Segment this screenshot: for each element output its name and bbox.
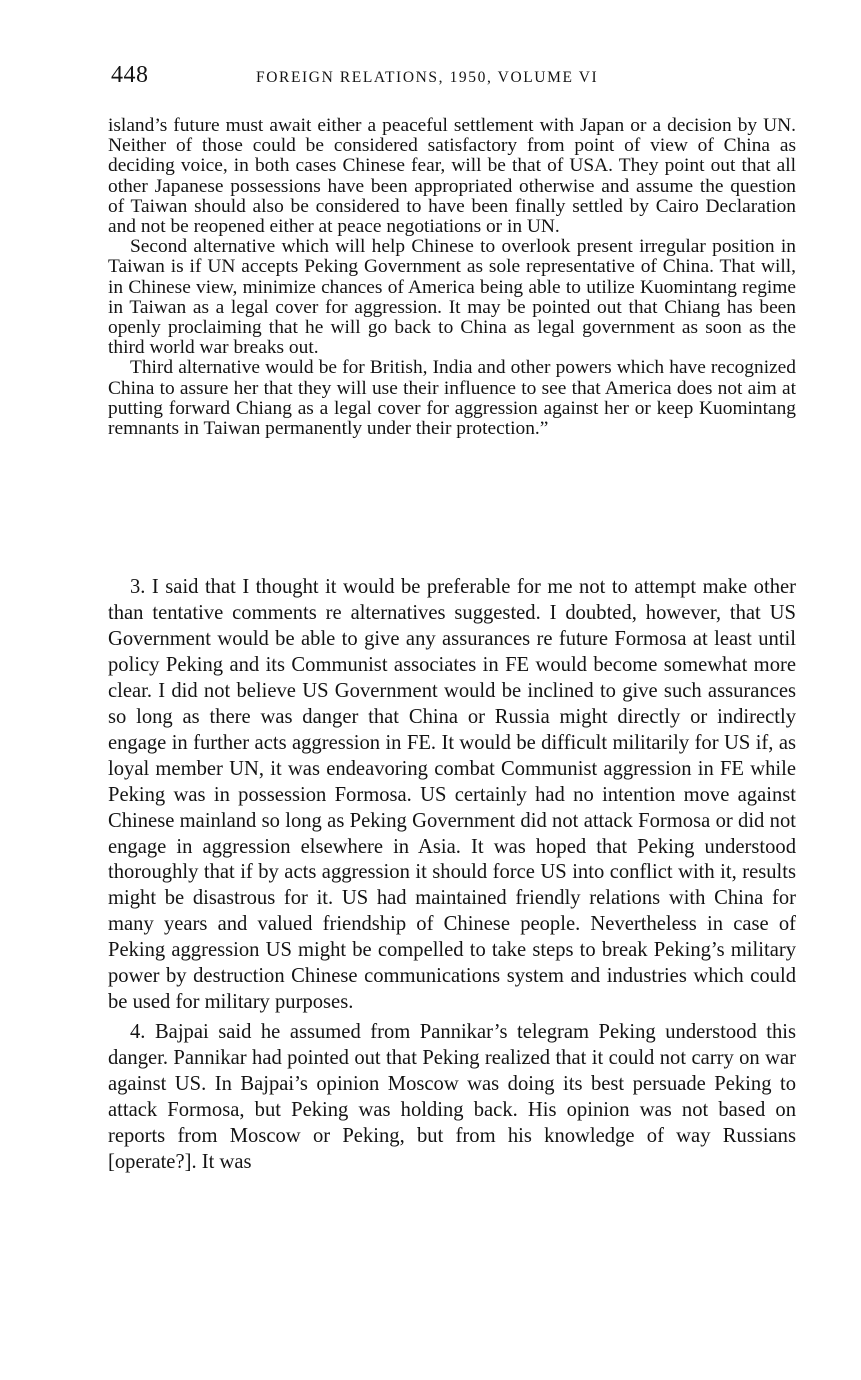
quoted-paragraph-3: Third alternative would be for British, India and other powers which have recognized China to assure her that they will use their influence to see that America does not aim at putting forward Chiang as a legal cover for aggression against her or keep Kuomintang remnants in Taiwan permanently under their protection.”: [108, 357, 796, 440]
paragraph-3: 3. I said that I thought it would be preferable for me not to attempt make other than tentative comments re alternatives suggested. I doubted, however, that US Government would be able to give any assurances re future Formosa at least until policy Peking and its Communist associates in FE would become somewhat more clear. I did not believe US Government would be inclined to give such assurances so long as there was danger that China or Russia might directly or indirectly engage in further acts aggression in FE. It would be difficult militarily for US if, as loyal member UN, it was endeavoring combat Communist aggression in FE while Peking was in possession Formosa. US certainly had no intention move against Chinese mainland so long as Peking Government did not attack Formosa or did not engage in aggression elsewhere in Asia. It was hoped that Peking understood thoroughly that if by acts aggression it should force US into conflict with it, results might be disastrous for it. US had maintained friendly relations with China for many years and valued friendship of Chinese people. Nevertheless in case of Peking aggression US might be compelled to take steps to break Peking’s military power by destruction Chinese communications system and industries which could be used for military purposes.: [108, 576, 796, 1014]
main-text: [108, 575, 796, 1176]
paragraph-4: 4. Bajpai said he assumed from Pannikar’s telegram Peking understood this danger. Pannikar had pointed out that Peking realized that it could not carry on war against US. In Bajpai’s opinion Moscow was doing its best persuade Peking to attack Formosa, but Peking was holding back. His opinion was not based on reports from Moscow or Peking, but from his knowledge of way Russians [operate?]. It was: [108, 1021, 796, 1173]
page-number: 448: [111, 62, 149, 88]
quoted-paragraph-2: Second alternative which will help Chinese to overlook present irregular position in Taiwan is if UN accepts Peking Government as sole representative of China. That will, in Chinese view, minimize chances of America being able to utilize Kuomintang regime in Taiwan as a legal cover for aggression. It may be pointed out that Chiang has been openly proclaiming that he will go back to China as legal government as soon as the third world war breaks out.: [108, 236, 796, 359]
quoted-telegram-excerpt: [108, 116, 796, 439]
running-head: FOREIGN RELATIONS, 1950, VOLUME VI: [256, 69, 599, 86]
page-header: [108, 62, 798, 96]
quoted-paragraph-1: island’s future must await either a peaceful settlement with Japan or a decision by UN. Neither of those could be considered satisfactory from point of view of China as deciding voice, in both cases Chinese fear, will be that of USA. They point out that all other Japanese possessions have been appropriated otherwise and assume the question of Taiwan should also be considered to have been finally settled by Cairo Declaration and not be reopened either at peace negotiations or in UN.: [108, 115, 796, 238]
